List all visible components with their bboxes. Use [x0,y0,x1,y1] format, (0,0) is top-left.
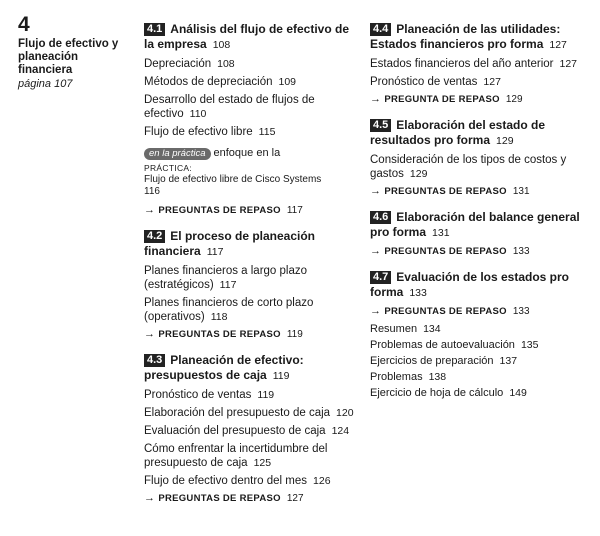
section-number-badge: 4.4 [370,23,391,36]
practice-badge: en la práctica [144,148,211,160]
toc-item-text: Flujo de efectivo libre [144,126,253,138]
toc-item-text: Pronóstico de ventas [370,76,478,88]
section-title: Elaboración del balance general pro forma [370,210,580,239]
practice-label: PRÁCTICA: [144,163,193,173]
section-page: 133 [409,287,427,299]
toc-item[interactable] [144,264,362,292]
section-page: 117 [206,246,224,258]
section-heading[interactable] [370,118,592,149]
toc-item[interactable] [144,442,362,470]
review-page: 127 [286,493,304,504]
endmatter-text: Ejercicios de preparación [370,355,494,367]
toc-item[interactable] [370,153,592,181]
section-title: Planeación de las utilidades: Estados financieros pro forma [370,22,561,51]
endmatter-item[interactable] [370,355,592,368]
endmatter-item[interactable] [370,323,592,336]
section-heading[interactable] [144,353,362,384]
review-label: PREGUNTAS DE REPASO [384,306,507,317]
endmatter-page: 149 [509,387,527,399]
toc-item-page: 129 [409,168,428,180]
review-page: 131 [512,186,530,197]
review-label: PREGUNTAS DE REPASO [158,493,281,504]
review-questions[interactable] [144,204,362,217]
toc-item[interactable] [370,57,592,71]
toc-item-text: Pronóstico de ventas [144,389,252,401]
endmatter-text: Ejercicio de hoja de cálculo [370,387,504,399]
toc-item-text: Depreciación [144,58,212,70]
section-number-badge: 4.2 [144,230,165,243]
endmatter-text: Problemas [370,371,423,383]
section-heading[interactable] [370,270,592,301]
toc-item-text: Cómo enfrentar la incertidumbre del presupuesto de caja [144,443,328,469]
toc-column-right [370,22,592,412]
toc-item[interactable] [370,75,592,89]
section-title: El proceso de planeación financiera [144,229,316,258]
toc-item-text: Evaluación del presupuesto de caja [144,425,326,437]
toc-item-text: Elaboración del presupuesto de caja [144,407,331,419]
section-4-3 [144,353,362,505]
section-title: Evaluación de los estados pro forma [370,270,570,299]
practice-page: 116 [144,186,160,197]
section-heading[interactable] [370,210,592,241]
review-questions[interactable] [370,185,592,198]
review-label: PREGUNTAS DE REPASO [158,329,281,340]
practice-text: Flujo de efectivo libre de Cisco Systems [144,174,322,185]
endmatter-item[interactable] [370,387,592,400]
chapter-header [18,14,136,91]
section-number-badge: 4.5 [370,119,391,132]
arrow-right-icon: → [144,492,156,504]
toc-item-page: 118 [210,311,228,323]
toc-item-text: Consideración de los tipos de costos y gastos [370,154,567,180]
toc-item-page: 117 [219,279,237,291]
section-4-6 [370,210,592,258]
arrow-right-icon: → [370,93,382,105]
endmatter-page: 135 [520,339,539,351]
section-page: 129 [496,135,514,147]
section-title: Análisis del flujo de efectivo de la empresa [144,22,350,51]
endmatter-page: 134 [423,323,441,335]
section-page: 131 [432,227,450,239]
section-heading[interactable] [144,229,362,260]
chapter-page: página 107 [18,78,73,90]
toc-item[interactable] [144,296,362,324]
endmatter-text: Resumen [370,323,418,335]
toc-item-page: 119 [257,389,275,401]
toc-item-page: 120 [336,407,354,419]
toc-item-text: Métodos de depreciación [144,76,273,88]
toc-item-page: 125 [253,457,272,469]
review-label: PREGUNTA DE REPASO [384,94,500,105]
section-number-badge: 4.6 [370,211,391,224]
arrow-right-icon: → [370,245,382,257]
section-page: 119 [272,370,290,382]
toc-column-middle [144,22,362,517]
endmatter-page: 137 [499,355,518,367]
endmatter-page: 138 [428,371,447,383]
section-4-4 [370,22,592,106]
toc-item[interactable] [144,93,362,121]
review-label: PREGUNTAS DE REPASO [384,186,507,197]
review-questions[interactable] [370,305,592,318]
toc-item[interactable] [144,406,362,420]
toc-item-page: 115 [258,126,276,138]
practice-box[interactable] [144,143,362,198]
section-4-5 [370,118,592,198]
toc-item-page: 126 [313,475,331,487]
review-page: 119 [286,329,303,340]
review-label: PREGUNTAS DE REPASO [384,246,507,257]
chapter-title: Flujo de efectivo y planeación financiera [18,38,119,76]
section-title: Planeación de efectivo: presupuestos de caja [144,353,304,382]
toc-item-page: 124 [331,425,350,437]
arrow-right-icon: → [370,185,382,197]
toc-item-text: Estados financieros del año anterior [370,58,554,70]
toc-item-page: 127 [483,76,501,88]
section-number-badge: 4.1 [144,23,165,36]
review-page: 133 [512,306,530,317]
section-page: 108 [212,39,231,51]
endmatter-item[interactable] [370,339,592,352]
arrow-right-icon: → [144,204,156,216]
toc-item-page: 127 [559,58,578,70]
toc-item[interactable] [144,424,362,438]
section-number-badge: 4.7 [370,271,391,284]
toc-item-text: Desarrollo del estado de flujos de efectivo [144,94,315,120]
toc-item-text: Planes financieros de corto plazo (operativos) [144,297,314,323]
arrow-right-icon: → [144,328,156,340]
section-4-1 [144,22,362,217]
section-heading[interactable] [144,22,362,53]
toc-item[interactable] [144,75,362,89]
review-questions[interactable] [144,492,362,505]
review-questions[interactable] [370,93,592,106]
chapter-number: 4 [18,13,30,36]
endmatter-item[interactable] [370,371,592,384]
toc-item-text: Flujo de efectivo dentro del mes [144,475,308,487]
practice-after-text: enfoque en la [213,147,281,159]
arrow-right-icon: → [370,305,382,317]
toc-item[interactable] [144,125,362,139]
review-page: 133 [512,246,530,257]
section-4-2 [144,229,362,341]
toc-item[interactable] [144,388,362,402]
section-title: Elaboración del estado de resultados pro forma [370,118,546,147]
toc-item-text: Planes financieros a largo plazo (estratégicos) [144,265,308,291]
review-page: 129 [505,94,523,105]
section-heading[interactable] [370,22,592,53]
section-4-7 [370,270,592,400]
section-number-badge: 4.3 [144,354,165,367]
review-label: PREGUNTAS DE REPASO [158,205,281,216]
toc-item[interactable] [144,57,362,71]
endmatter-text: Problemas de autoevaluación [370,339,515,351]
review-page: 117 [286,205,303,216]
toc-item-page: 109 [278,76,297,88]
toc-item-page: 110 [189,108,207,120]
toc-item[interactable] [144,474,362,488]
review-questions[interactable] [144,328,362,341]
section-page: 127 [549,39,567,51]
review-questions[interactable] [370,245,592,258]
toc-item-page: 108 [217,58,235,70]
